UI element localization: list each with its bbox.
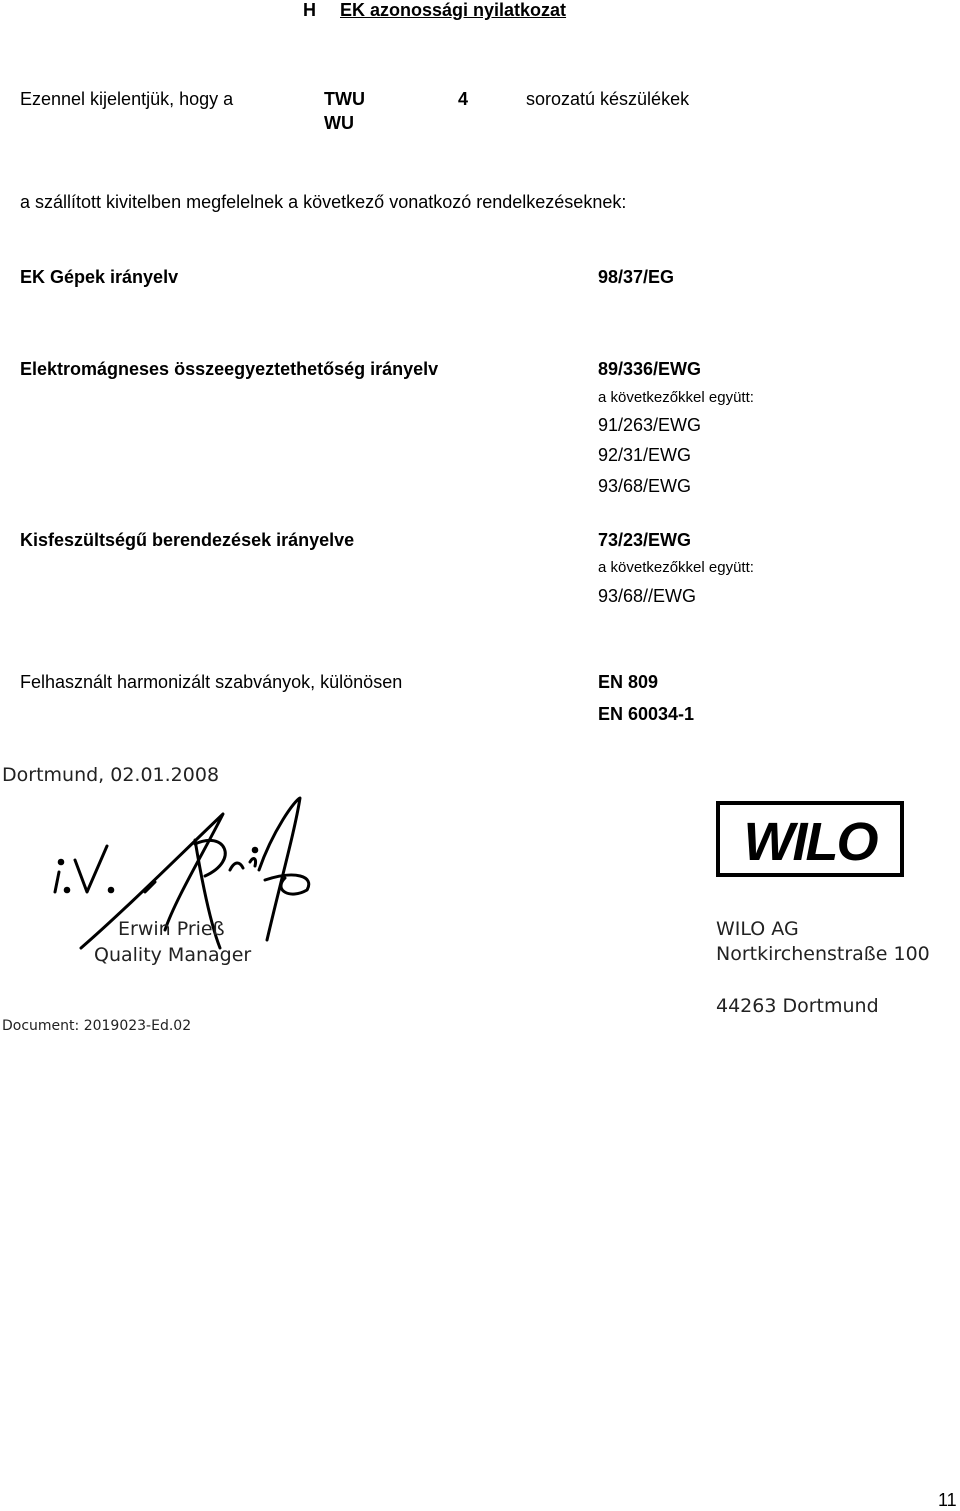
low-voltage-together-text: a következőkkel együtt: (598, 559, 754, 576)
standard-item: EN 60034-1 (598, 704, 695, 724)
wilo-logo-mark (720, 805, 900, 873)
standard-item: EN 809 (598, 672, 659, 692)
emc-amendment: 93/68/EWG (598, 476, 692, 496)
low-voltage-amendment: 93/68//EWG (598, 586, 697, 606)
machinery-directive-code: 98/37/EG (598, 267, 675, 287)
emc-amendment: 92/31/EWG (598, 445, 692, 465)
language-code: H (303, 0, 316, 20)
company-city: 44263 Dortmund (716, 995, 879, 1017)
standards-label: Felhasznált harmonizált szabványok, különösen (20, 672, 403, 692)
wilo-logo-text: WILO (743, 812, 877, 872)
signer-name: Erwin Prieß (118, 918, 225, 940)
compliance-line: a szállított kivitelben megfelelnek a következő vonatkozó rendelkezéseknek: (20, 192, 627, 212)
company-name: WILO AG (716, 918, 799, 940)
series-wu: WU (324, 113, 354, 133)
intro-text: Ezennel kijelentjük, hogy a (20, 89, 234, 109)
series-number: 4 (458, 89, 469, 109)
place-date: Dortmund, 02.01.2008 (2, 764, 220, 786)
emc-directive-code: 89/336/EWG (598, 359, 702, 379)
low-voltage-directive-label: Kisfeszültségű berendezések irányelve (20, 530, 355, 550)
page-number: 11 (938, 1490, 957, 1510)
company-street: Nortkirchenstraße 100 (716, 943, 930, 965)
wilo-logo (716, 801, 904, 877)
series-twu: TWU (324, 89, 365, 109)
emc-directive-label: Elektromágneses összeegyeztethetőség irányelv (20, 359, 439, 379)
signer-role: Quality Manager (94, 944, 252, 966)
emc-amendment: 91/263/EWG (598, 415, 702, 435)
low-voltage-directive-code: 73/23/EWG (598, 530, 692, 550)
document-reference: Document: 2019023-Ed.02 (2, 1018, 192, 1034)
page-title: EK azonossági nyilatkozat (340, 0, 567, 20)
intro-suffix: sorozatú készülékek (526, 89, 690, 109)
emc-together-text: a következőkkel együtt: (598, 389, 754, 406)
machinery-directive-label: EK Gépek irányelv (20, 267, 179, 287)
